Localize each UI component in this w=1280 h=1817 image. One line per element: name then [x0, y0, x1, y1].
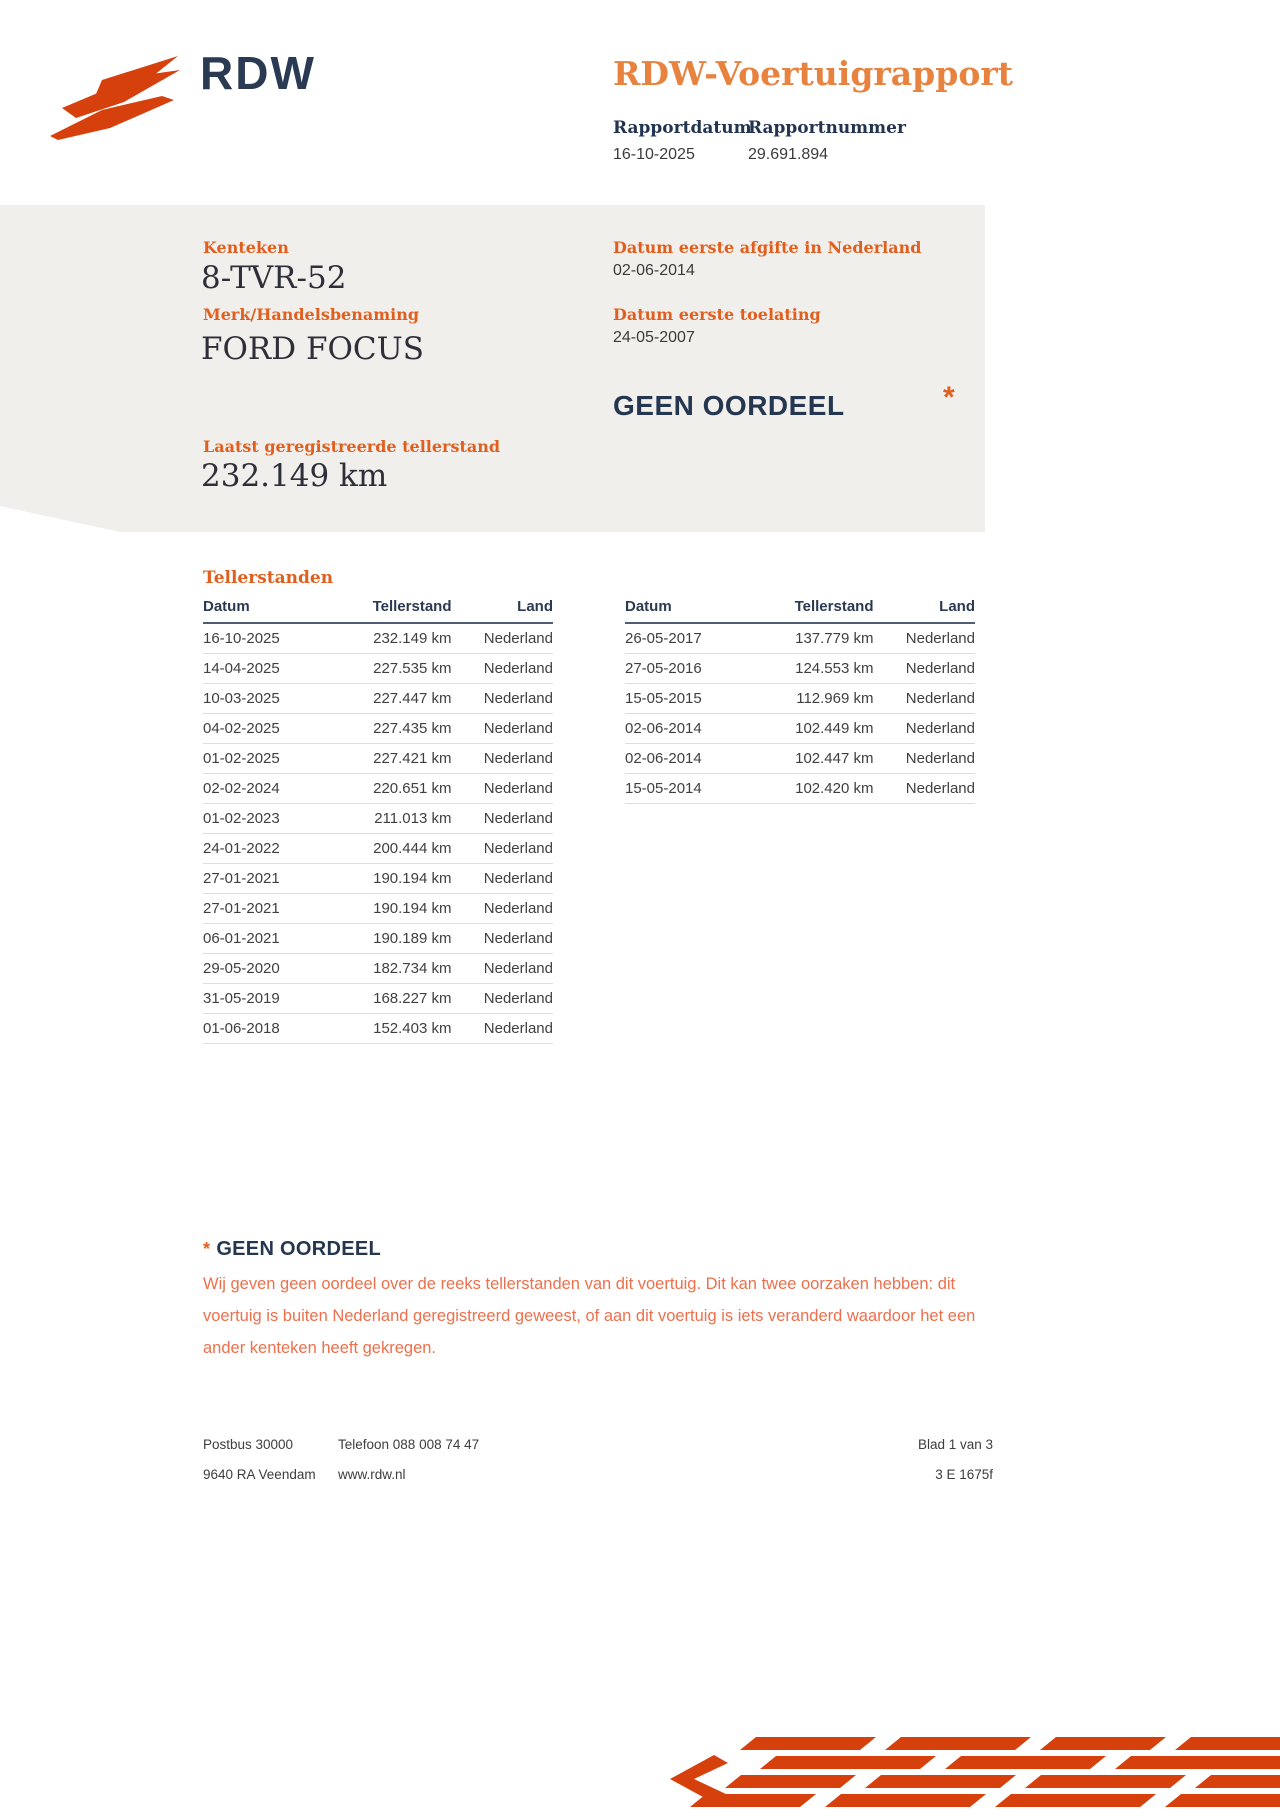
footer-address-line1: Postbus 30000	[203, 1437, 294, 1452]
cell-tellerstand: 232.149 km	[319, 623, 452, 654]
table-row	[625, 744, 975, 774]
footer-website: www.rdw.nl	[338, 1467, 406, 1482]
table-row	[625, 714, 975, 744]
cell-land: Nederland	[874, 684, 976, 714]
cell-tellerstand: 168.227 km	[319, 984, 452, 1014]
cell-datum: 31-05-2019	[203, 984, 319, 1014]
cell-datum: 27-05-2016	[625, 654, 741, 684]
table-row	[203, 954, 553, 984]
cell-land: Nederland	[452, 834, 554, 864]
table-row	[625, 774, 975, 804]
cell-datum: 04-02-2025	[203, 714, 319, 744]
cell-datum: 02-02-2024	[203, 774, 319, 804]
cell-tellerstand: 190.194 km	[319, 894, 452, 924]
table-row	[203, 684, 553, 714]
table-row	[203, 774, 553, 804]
table-row	[625, 623, 975, 654]
table-row	[203, 984, 553, 1014]
cell-tellerstand: 182.734 km	[319, 954, 452, 984]
footnote-heading	[203, 1238, 381, 1261]
cell-datum: 01-06-2018	[203, 1014, 319, 1044]
cell-land: Nederland	[452, 954, 554, 984]
cell-tellerstand: 211.013 km	[319, 804, 452, 834]
cell-land: Nederland	[452, 924, 554, 954]
verdict-text: GEEN OORDEEL	[613, 390, 845, 421]
cell-tellerstand: 190.189 km	[319, 924, 452, 954]
table-row	[203, 714, 553, 744]
cell-datum: 01-02-2025	[203, 744, 319, 774]
verdict-asterisk: *	[943, 381, 955, 414]
footnote-heading-text: GEEN OORDEEL	[216, 1238, 382, 1260]
cell-land: Nederland	[452, 654, 554, 684]
cell-land: Nederland	[452, 864, 554, 894]
cell-tellerstand: 102.449 km	[741, 714, 874, 744]
footer-page-number: Blad 1 van 3	[917, 1437, 993, 1452]
odometer-table-left	[203, 594, 553, 1044]
cell-tellerstand: 200.444 km	[319, 834, 452, 864]
tellerstanden-heading: Tellerstanden	[203, 568, 334, 588]
toelating-value: 24-05-2007	[613, 329, 695, 346]
cell-datum: 16-10-2025	[203, 623, 319, 654]
footnote-asterisk: *	[203, 1239, 211, 1259]
cell-land: Nederland	[874, 654, 976, 684]
odometer-table-right	[625, 594, 975, 804]
table-row	[625, 684, 975, 714]
brand-wordmark: RDW	[200, 47, 316, 99]
cell-datum: 15-05-2015	[625, 684, 741, 714]
rapportdatum-value: 16-10-2025	[613, 146, 695, 163]
footer-phone: Telefoon 088 008 74 47	[338, 1437, 480, 1452]
cell-tellerstand: 124.553 km	[741, 654, 874, 684]
rapportnummer-label: Rapportnummer	[748, 118, 906, 138]
cell-tellerstand: 137.779 km	[741, 623, 874, 654]
cell-tellerstand: 227.535 km	[319, 654, 452, 684]
tellerstand-label: Laatst geregistreerde tellerstand	[203, 437, 501, 456]
rapportdatum-label: Rapportdatum	[613, 118, 752, 138]
table-row	[203, 924, 553, 954]
table-header-row	[625, 594, 975, 623]
cell-datum: 01-02-2023	[203, 804, 319, 834]
cell-land: Nederland	[452, 714, 554, 744]
footer-address-line2: 9640 RA Veendam	[203, 1467, 316, 1482]
cell-datum: 24-01-2022	[203, 834, 319, 864]
rdw-stripes-graphic	[670, 1737, 1280, 1812]
column-header-land: Land	[874, 594, 976, 623]
rapportnummer-value: 29.691.894	[748, 146, 829, 163]
table-row	[203, 864, 553, 894]
column-header-tellerstand: Tellerstand	[741, 594, 874, 623]
cell-tellerstand: 102.447 km	[741, 744, 874, 774]
cell-datum: 10-03-2025	[203, 684, 319, 714]
table-row	[203, 1014, 553, 1044]
table-row	[203, 654, 553, 684]
cell-datum: 27-01-2021	[203, 894, 319, 924]
footnote-paragraph: Wij geven geen oordeel over de reeks tellerstanden van dit voertuig. Dit kan twee oorzaken hebben: dit voertuig is buiten Nederland geregistreerd geweest, of aan dit voertuig is iets veranderd waardoor het een ander kenteken heeft gekregen.	[203, 1275, 976, 1357]
column-header-datum: Datum	[203, 594, 319, 623]
cell-tellerstand: 227.435 km	[319, 714, 452, 744]
table-row	[203, 623, 553, 654]
page-title: RDW-Voertuigrapport	[613, 54, 1013, 93]
cell-datum: 02-06-2014	[625, 744, 741, 774]
column-header-datum: Datum	[625, 594, 741, 623]
table-row	[203, 834, 553, 864]
cell-land: Nederland	[874, 714, 976, 744]
cell-land: Nederland	[452, 684, 554, 714]
cell-land: Nederland	[452, 774, 554, 804]
afgifte-label: Datum eerste afgifte in Nederland	[613, 238, 922, 257]
afgifte-value: 02-06-2014	[613, 262, 695, 279]
cell-datum: 14-04-2025	[203, 654, 319, 684]
column-header-tellerstand: Tellerstand	[319, 594, 452, 623]
tellerstand-value: 232.149 km	[201, 458, 388, 494]
cell-tellerstand: 112.969 km	[741, 684, 874, 714]
cell-datum: 27-01-2021	[203, 864, 319, 894]
table-header-row	[203, 594, 553, 623]
cell-tellerstand: 102.420 km	[741, 774, 874, 804]
kenteken-value: 8-TVR-52	[201, 260, 347, 296]
cell-land: Nederland	[452, 804, 554, 834]
rdw-logo-icon	[50, 52, 185, 140]
footer-form-code: 3 E 1675f	[935, 1467, 993, 1482]
cell-tellerstand: 227.447 km	[319, 684, 452, 714]
table-row	[625, 654, 975, 684]
table-row	[203, 804, 553, 834]
cell-land: Nederland	[452, 1014, 554, 1044]
cell-datum: 29-05-2020	[203, 954, 319, 984]
cell-land: Nederland	[874, 623, 976, 654]
cell-tellerstand: 220.651 km	[319, 774, 452, 804]
merk-label: Merk/Handelsbenaming	[203, 305, 420, 324]
table-row	[203, 744, 553, 774]
cell-land: Nederland	[452, 984, 554, 1014]
cell-tellerstand: 152.403 km	[319, 1014, 452, 1044]
merk-value: FORD FOCUS	[201, 331, 424, 367]
cell-datum: 26-05-2017	[625, 623, 741, 654]
cell-datum: 02-06-2014	[625, 714, 741, 744]
cell-tellerstand: 227.421 km	[319, 744, 452, 774]
toelating-label: Datum eerste toelating	[613, 305, 821, 324]
cell-land: Nederland	[874, 774, 976, 804]
cell-datum: 06-01-2021	[203, 924, 319, 954]
cell-land: Nederland	[874, 744, 976, 774]
cell-land: Nederland	[452, 623, 554, 654]
cell-datum: 15-05-2014	[625, 774, 741, 804]
kenteken-label: Kenteken	[203, 238, 289, 257]
cell-land: Nederland	[452, 744, 554, 774]
column-header-land: Land	[452, 594, 554, 623]
cell-land: Nederland	[452, 894, 554, 924]
cell-tellerstand: 190.194 km	[319, 864, 452, 894]
table-row	[203, 894, 553, 924]
